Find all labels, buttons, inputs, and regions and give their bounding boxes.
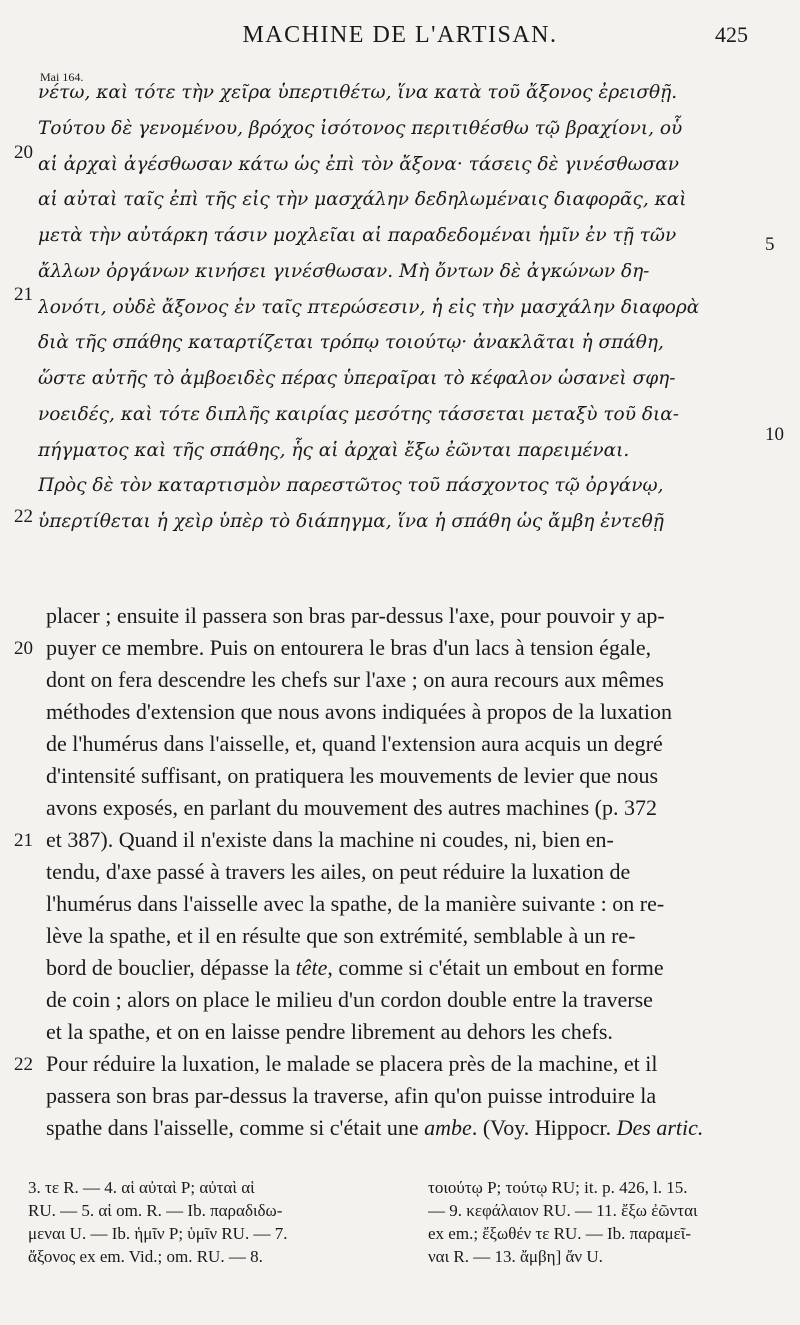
footnotes-right-column [428, 1176, 793, 1268]
page-header [0, 22, 800, 54]
text-run: . (Voy. Hippocr. [471, 1115, 617, 1140]
page-number: 425 [715, 22, 748, 47]
italic-word: tête [295, 955, 328, 980]
french-line: lève la spathe, et il en résulte que son extrémité, semblable à un re- [46, 923, 636, 948]
greek-line: νοειδές, καὶ τότε διπλῆς καιρίας μεσότης τάσσεται μεταξὺ τοῦ δια- [38, 404, 679, 425]
french-line: avons exposés, en parlant du mouvement des autres machines (p. 372 [46, 795, 657, 820]
french-line: tendu, d'axe passé à travers les ailes, on peut réduire la luxation de [46, 859, 631, 884]
french-line: l'humérus dans l'aisselle avec la spathe, de la manière suivante : on re- [46, 891, 665, 916]
french-line [46, 1112, 756, 1144]
italic-word: ambe [424, 1115, 472, 1140]
margin-chapter-number: 21 [14, 284, 33, 305]
margin-chapter-number: 22 [14, 506, 33, 527]
greek-line: Πρὸς δὲ τὸν καταρτισμὸν παρεστῶτος τοῦ πάσχοντος τῷ ὀργάνῳ, [38, 475, 664, 496]
greek-line: ὥστε αὐτῆς τὸ ἀμβοειδὲς πέρας ὑπεραῖραι τὸ κέφαλον ὡσανεὶ σφη- [38, 368, 676, 389]
footnote-line: RU. — 5. αἱ om. R. — Ib. παραδιδω- [28, 1201, 283, 1220]
margin-chapter-number: 21 [14, 830, 33, 851]
margin-chapter-number: 20 [14, 638, 33, 659]
french-line: méthodes d'extension que nous avons indiquées à propos de la luxation [46, 699, 672, 724]
footnotes-left-column [28, 1176, 393, 1268]
running-head: MACHINE DE L'ARTISAN. [242, 22, 558, 48]
french-line: Pour réduire la luxation, le malade se placera près de la machine, et il [46, 1051, 658, 1076]
date-note: Mai 164. [40, 70, 84, 84]
french-line: dont on fera descendre les chefs sur l'axe ; on aura recours aux mêmes [46, 667, 664, 692]
greek-line: πήγματος καὶ τῆς σπάθης, ἧς αἱ ἀρχαὶ ἔξω ἐῶνται παρειμέναι. [38, 440, 630, 461]
greek-line: Τούτου δὲ γενομένου, βρόχος ἰσότονος περιτιθέσθω τῷ βραχίονι, οὗ [38, 118, 683, 139]
margin-chapter-number: 22 [14, 1054, 33, 1075]
french-line [46, 952, 756, 984]
text-run: bord de bouclier, dépasse la [46, 955, 296, 980]
french-line: d'intensité suffisant, on pratiquera les mouvements de levier que nous [46, 763, 659, 788]
greek-line: νέτω, καὶ τότε τὴν χεῖρα ὑπερτιθέτω, ἵνα κατὰ τοῦ ἄξονος ἐρεισθῇ. [38, 82, 678, 103]
french-line: de l'humérus dans l'aisselle, et, quand l'extension aura acquis un degré [46, 731, 663, 756]
footnote-line: 3. τε R. — 4. αἱ αὐταὶ P; αὐταὶ αἱ [28, 1178, 255, 1197]
footnote-line: ex em.; ἔξωθέν τε RU. — Ib. παραμεῖ- [428, 1224, 692, 1243]
margin-line-number: 10 [765, 424, 784, 445]
greek-line: ὑπερτίθεται ἡ χεὶρ ὑπὲρ τὸ διάπηγμα, ἵνα ἡ σπάθη ὡς ἄμβη ἐντεθῇ [38, 511, 664, 532]
text-run: spathe dans l'aisselle, comme si c'était une [46, 1115, 425, 1140]
italic-word: Des artic. [616, 1115, 704, 1140]
greek-line: λονότι, οὐδὲ ἄξονος ἐν ταῖς πτερώσεσιν, ἡ εἰς τὴν μασχάλην διαφορὰ [38, 297, 700, 318]
footnote-line: τοιούτῳ P; τούτῳ RU; it. p. 426, l. 15. [428, 1178, 688, 1197]
french-line: puyer ce membre. Puis on entourera le bras d'un lacs à tension égale, [46, 635, 652, 660]
french-line: de coin ; alors on place le milieu d'un cordon double entre la traverse [46, 987, 653, 1012]
greek-line: αἱ αὐταὶ ταῖς ἐπὶ τῆς εἰς τὴν μασχάλην δεδηλωμέναις διαφορᾶς, καὶ [38, 189, 687, 210]
french-line: et la spathe, et on en laisse pendre librement au dehors les chefs. [46, 1019, 613, 1044]
greek-line: μετὰ τὴν αὐτάρκη τάσιν μοχλεῖαι αἱ παραδεδομέναι ἡμῖν ἐν τῇ τῶν [38, 225, 677, 246]
footnote-line: ναι R. — 13. ἄμβη] ἄν U. [428, 1247, 603, 1266]
text-run: , comme si c'était un embout en forme [327, 955, 664, 980]
margin-line-number: 5 [765, 234, 775, 255]
french-line: et 387). Quand il n'existe dans la machine ni coudes, ni, bien en- [46, 827, 614, 852]
greek-line: αἱ ἀρχαὶ ἀγέσθωσαν κάτω ὡς ἐπὶ τὸν ἄξονα· τάσεις δὲ γινέσθωσαν [38, 154, 680, 175]
greek-line: διὰ τῆς σπάθης καταρτίζεται τρόπῳ τοιούτῳ· ἀνακλᾶται ἡ σπάθη, [38, 332, 664, 353]
footnote-line: μεναι U. — Ib. ἡμῖν P; ὑμῖν RU. — 7. [28, 1224, 288, 1243]
french-line: placer ; ensuite il passera son bras par-dessus l'axe, pour pouvoir y ap- [46, 603, 665, 628]
footnote-line: — 9. κεφάλαιον RU. — 11. ἔξω ἐῶνται [428, 1201, 698, 1220]
footnote-line: ἄξονος ex em. Vid.; om. RU. — 8. [28, 1247, 263, 1266]
french-line: passera son bras par-dessus la traverse, afin qu'on puisse introduire la [46, 1083, 657, 1108]
margin-chapter-number: 20 [14, 142, 33, 163]
greek-line: ἄλλων ὀργάνων κινήσει γινέσθωσαν. Μὴ ὄντων δὲ ἀγκώνων δη- [38, 261, 650, 282]
